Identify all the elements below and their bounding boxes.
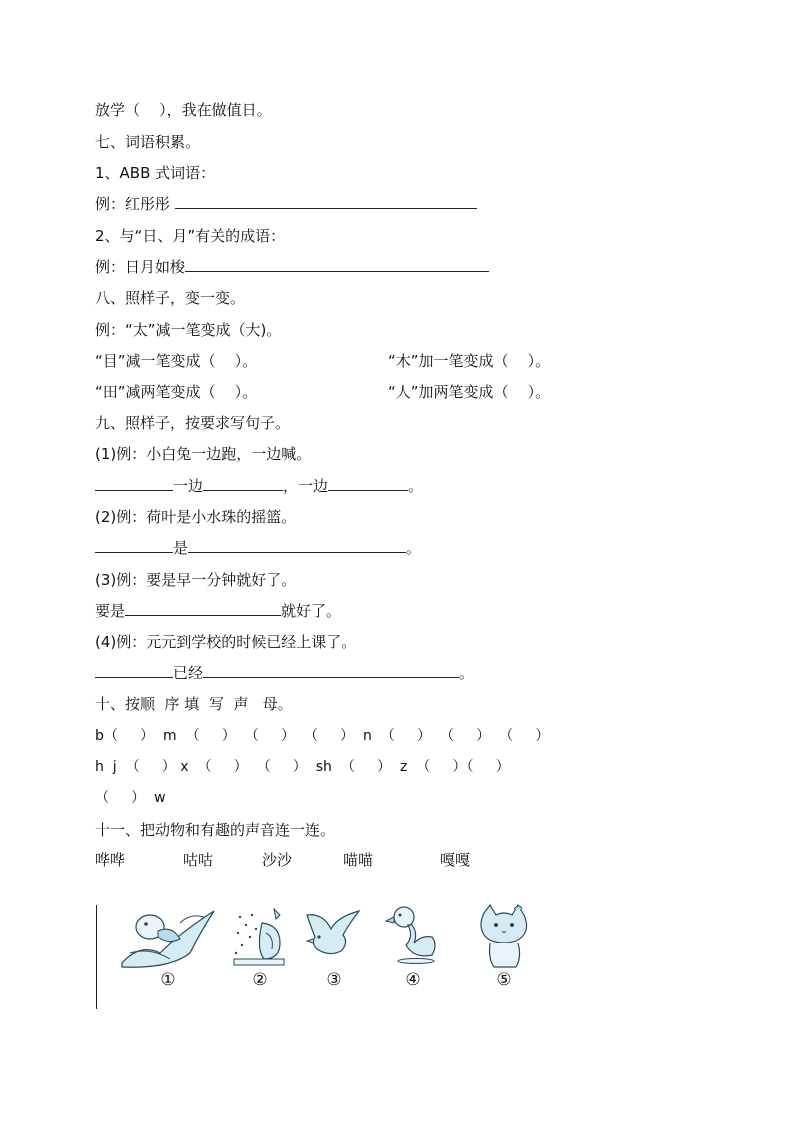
- text: “木”加一笔变成（ ）。: [388, 352, 551, 370]
- text: “田”减两笔变成（ ）。: [95, 383, 258, 401]
- stroke-question: [95, 351, 257, 371]
- answer-blank[interactable]: [188, 538, 406, 553]
- section-8-heading: [95, 288, 245, 308]
- text: 九、照样子，按要求写句子。: [95, 414, 291, 432]
- picture-label: ⑤: [496, 970, 512, 990]
- sentence-example-3: [95, 570, 296, 590]
- sentence-answer-1: [95, 476, 423, 496]
- initials-row-1: [95, 726, 549, 746]
- initials-row-3: [95, 788, 166, 808]
- fill-blank-sentence: [95, 100, 272, 120]
- text: (1)例：小白兔一边跑，一边喊。: [95, 445, 312, 463]
- answer-blank[interactable]: [95, 476, 173, 491]
- text: “目”减一笔变成（ ）。: [95, 352, 258, 370]
- text: 放学（ ），我在做值日。: [95, 101, 272, 119]
- sentence-example-2: [95, 507, 296, 527]
- picture-label: ④: [405, 970, 421, 990]
- text: 。: [406, 539, 422, 557]
- sound-word[interactable]: 沙沙: [262, 851, 293, 869]
- sound-word[interactable]: 喵喵: [343, 851, 374, 869]
- answer-blank[interactable]: [185, 257, 489, 272]
- stroke-question: [388, 382, 550, 402]
- idiom-example: [95, 257, 489, 277]
- section-7-heading: [95, 132, 200, 152]
- sound-word[interactable]: 咕咕: [183, 851, 214, 869]
- text: 就好了。: [281, 602, 342, 620]
- text: 例：日月如梭: [95, 258, 186, 276]
- text: 。: [459, 664, 475, 682]
- picture-label: ①: [160, 970, 176, 990]
- text: （ ） w: [95, 790, 166, 806]
- text: 例：“太”减一笔变成（大)。: [95, 321, 282, 339]
- sentence-answer-2: [95, 538, 421, 558]
- text: 十、按顺 序 填 写 声 母。: [95, 695, 293, 713]
- sentence-answer-4: [95, 663, 474, 683]
- text: (3)例：要是早一分钟就好了。: [95, 571, 297, 589]
- stroke-question: [388, 351, 550, 371]
- text: 。: [408, 477, 424, 495]
- text: b（ ） m （ ） （ ） （ ） n （ ） （ ） （ ）: [95, 728, 550, 744]
- sentence-answer-3: [95, 601, 341, 621]
- sound-word[interactable]: 哗哗: [95, 851, 126, 869]
- dove-icon[interactable]: [303, 903, 363, 963]
- sentence-example-1: [95, 444, 311, 464]
- text: ，一边: [283, 477, 329, 495]
- text: 1、ABB 式词语：: [95, 164, 216, 182]
- sound-word[interactable]: 嘎嘎: [440, 851, 471, 869]
- divider-line: [96, 905, 97, 1009]
- text: “人”加两笔变成（ ）。: [388, 383, 551, 401]
- stroke-example: [95, 320, 281, 340]
- answer-blank[interactable]: [95, 538, 173, 553]
- picture-label: ③: [326, 970, 342, 990]
- cat-icon[interactable]: [476, 903, 532, 969]
- picture-label: ②: [252, 970, 268, 990]
- idioms-heading: [95, 226, 285, 246]
- duck-icon[interactable]: [384, 903, 440, 965]
- answer-blank[interactable]: [328, 476, 408, 491]
- text: 七、词语积累。: [95, 133, 201, 151]
- text: (4)例：元元到学校的时候已经上课了。: [95, 633, 357, 651]
- text: 例：红彤彤: [95, 195, 175, 213]
- text: 已经: [173, 664, 204, 682]
- section-10-heading: [95, 694, 293, 714]
- text: 是: [173, 539, 189, 557]
- text: 八、照样子，变一变。: [95, 289, 246, 307]
- section-9-heading: [95, 413, 290, 433]
- text: 一边: [173, 477, 204, 495]
- answer-blank[interactable]: [203, 663, 459, 678]
- text: 要是: [95, 602, 126, 620]
- text: 十一、把动物和有趣的声音连一连。: [95, 821, 336, 839]
- answer-blank[interactable]: [175, 194, 477, 209]
- answer-blank[interactable]: [125, 601, 281, 616]
- section-11-heading: [95, 820, 335, 840]
- answer-blank[interactable]: [95, 663, 173, 678]
- answer-blank[interactable]: [203, 476, 283, 491]
- abb-example: [95, 194, 477, 214]
- snail-rain-icon[interactable]: [232, 903, 288, 969]
- stroke-question: [95, 382, 257, 402]
- splashing-fish-icon[interactable]: [120, 903, 216, 969]
- initials-row-2: [95, 757, 510, 777]
- text: h j （ ） x （ ） （ ） sh （ ） z （ ）（ ）: [95, 759, 510, 775]
- text: 2、与“日、月”有关的成语：: [95, 227, 286, 245]
- abb-words-heading: [95, 163, 215, 183]
- text: (2)例：荷叶是小水珠的摇篮。: [95, 508, 297, 526]
- sentence-example-4: [95, 632, 356, 652]
